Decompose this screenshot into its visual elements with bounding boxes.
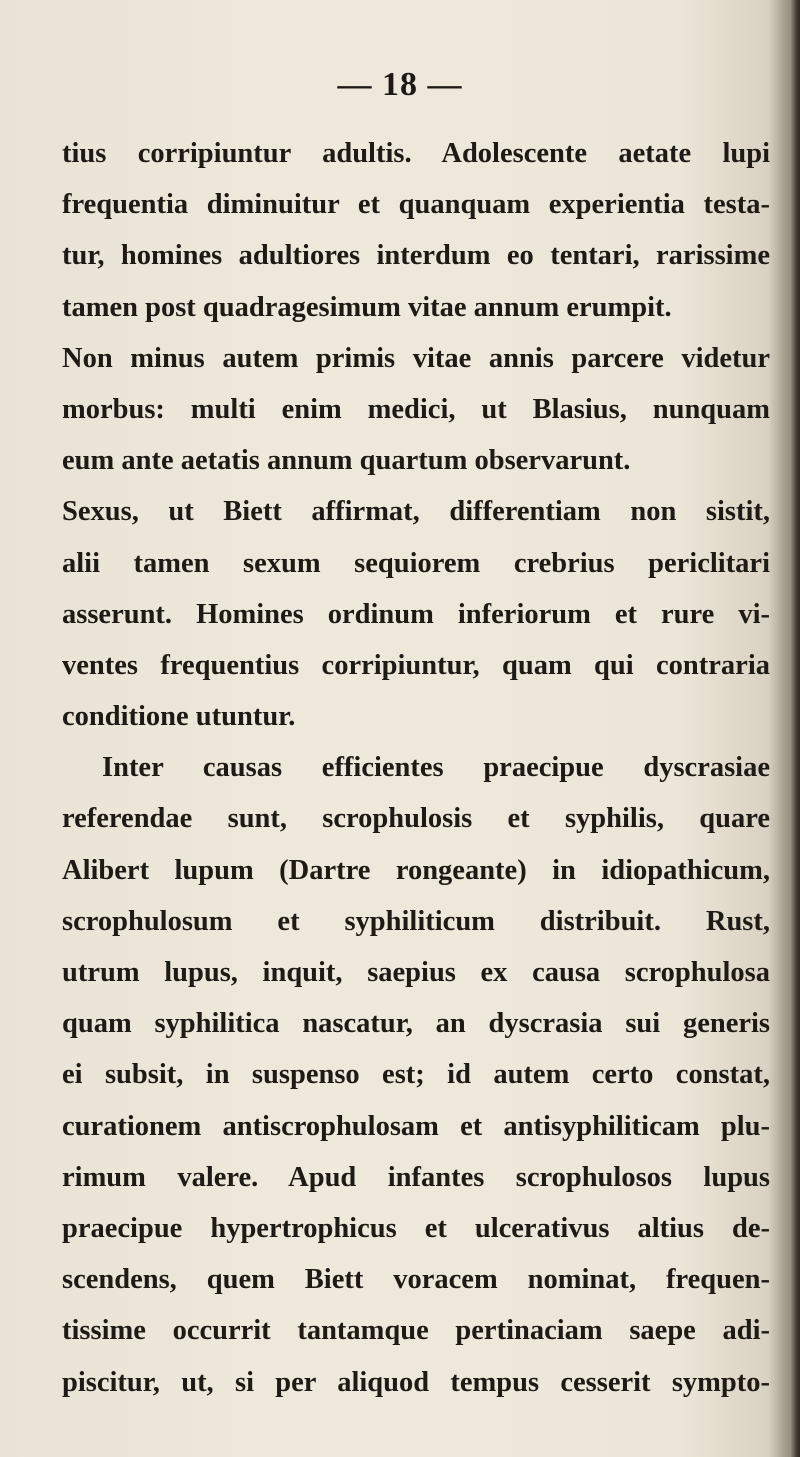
text-line: morbus: multi enim medici, ut Blasius, nunquam [62, 393, 770, 425]
text-line: quam syphilitica nascatur, an dyscrasia sui generis [62, 1008, 770, 1040]
text-line: tamen post quadragesimum vitae annum erumpit. [62, 291, 672, 323]
text-line: conditione utuntur. [62, 701, 296, 733]
text-line: Sexus, ut Biett affirmat, differentiam non sistit, [62, 496, 770, 528]
text-line: piscitur, ut, si per aliquod tempus cesserit sympto- [62, 1366, 770, 1398]
text-line: alii tamen sexum sequiorem crebrius periclitari [62, 547, 770, 579]
text-line: Non minus autem primis vitae annis parcere videtur [62, 342, 770, 374]
text-line: utrum lupus, inquit, saepius ex causa scrophulosa [62, 957, 770, 988]
text-line: tissime occurrit tantamque pertinaciam saepe adi- [62, 1315, 770, 1347]
text-line-paragraph-start: Inter causas efficientes praecipue dyscrasiae [102, 752, 770, 784]
body-text [62, 128, 770, 1408]
text-line: tur, homines adultiores interdum eo tentari, rarissime [62, 240, 770, 272]
page-edge-shadow [790, 0, 800, 1457]
text-line: rimum valere. Apud infantes scrophulosos lupus [62, 1161, 770, 1193]
text-line: frequentia diminuitur et quanquam experientia testa- [62, 189, 770, 221]
text-line: curationem antiscrophulosam et antisyphiliticam plu- [62, 1110, 770, 1142]
text-line: referendae sunt, scrophulosis et syphilis, quare [62, 803, 770, 835]
page-number-header: — 18 — [337, 66, 463, 103]
text-line: tius corripiuntur adultis. Adolescente aetate lupi [62, 138, 770, 169]
text-line: Alibert lupum (Dartre rongeante) in idiopathicum, [62, 854, 770, 886]
text-line: scendens, quem Biett voracem nominat, frequen- [62, 1264, 770, 1296]
text-line: ventes frequentius corripiuntur, quam qui contraria [62, 649, 770, 681]
text-line: ei subsit, in suspenso est; id autem certo constat, [62, 1059, 770, 1091]
text-line: eum ante aetatis annum quartum observarunt. [62, 445, 631, 477]
text-line: scrophulosum et syphiliticum distribuit. Rust, [62, 905, 770, 937]
text-line: praecipue hypertrophicus et ulcerativus altius de- [62, 1212, 770, 1244]
text-line: asserunt. Homines ordinum inferiorum et rure vi- [62, 598, 770, 630]
